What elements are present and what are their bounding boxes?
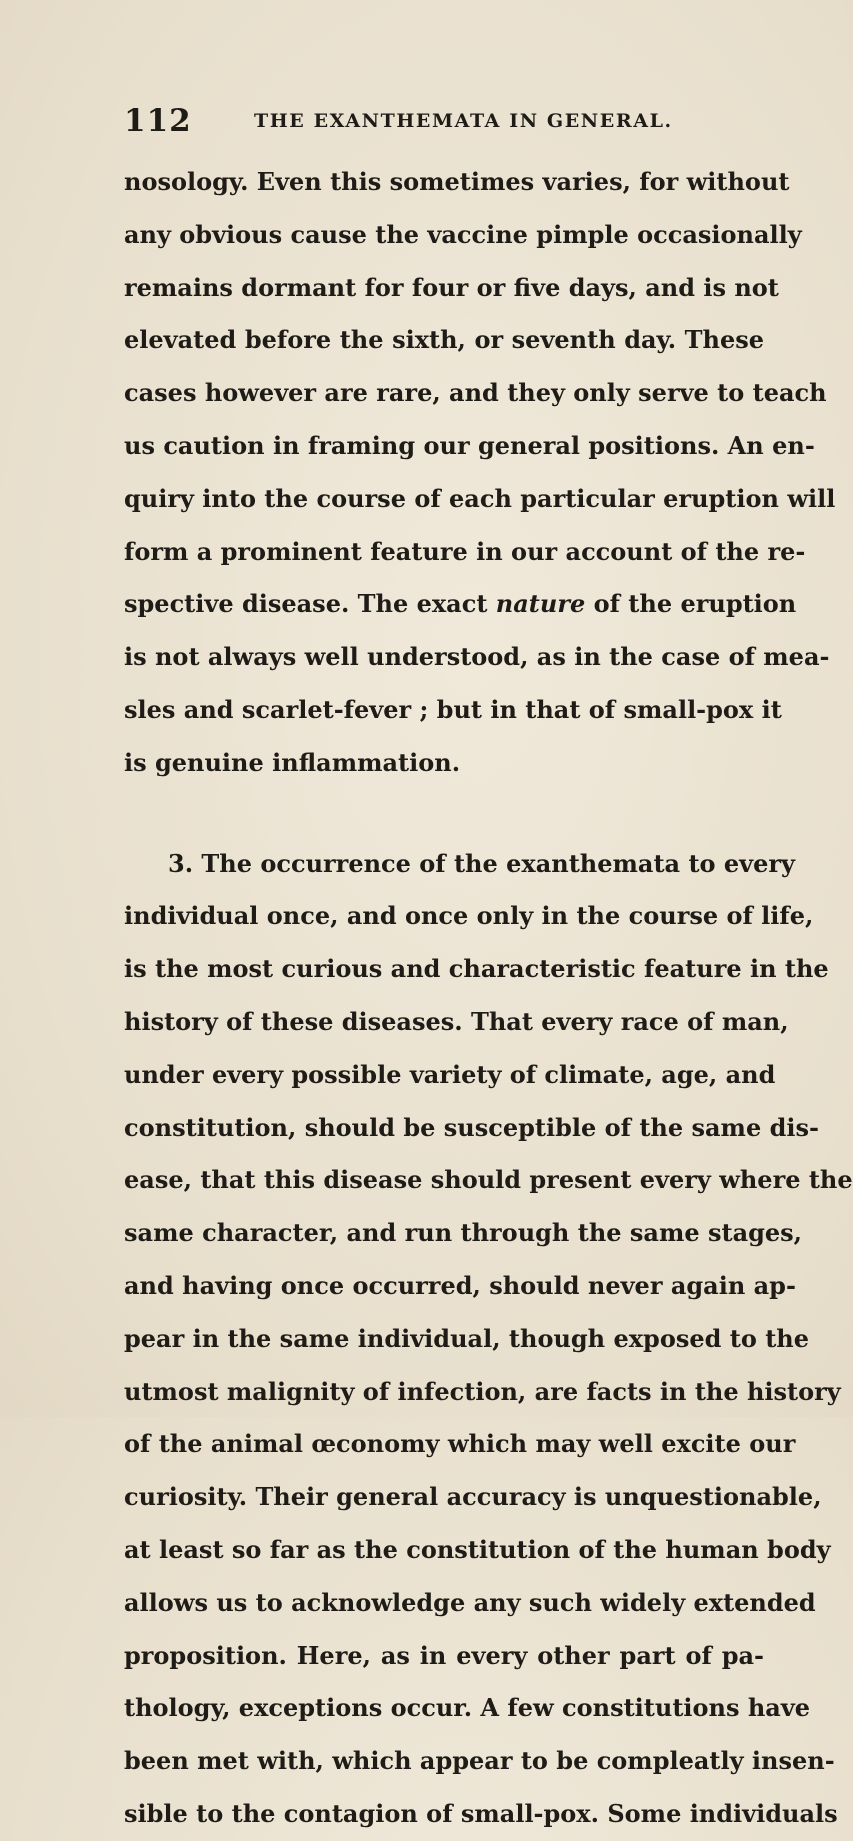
text-line: allows us to acknowledge any such widely extended (124, 1587, 816, 1617)
text-line: at least so far as the constitution of the human body (124, 1534, 831, 1564)
text-line: individual once, and once only in the course of life, (124, 901, 814, 931)
running-head-title: THE EXANTHEMATA IN GENERAL. (254, 110, 673, 132)
text-line: nosology. Even this sometimes varies, for without (124, 167, 790, 196)
text-line: and having once occurred, should never again ap- (124, 1270, 796, 1300)
text-line: is not always well understood, as in the case of mea- (124, 642, 830, 672)
paragraph-gap (124, 790, 764, 838)
text-line (124, 578, 797, 631)
text-line: curiosity. Their general accuracy is unquestionable, (124, 1482, 822, 1512)
text-line: elevated before the sixth, or seventh day. These (124, 325, 764, 355)
text-line: sles and scarlet-fever ; but in that of small-pox it (124, 694, 782, 724)
text-line: thology, exceptions occur. A few constitutions have (124, 1693, 811, 1723)
text-line: pear in the same individual, though exposed to the (124, 1323, 810, 1353)
text-line: remains dormant for four or five days, and is not (124, 272, 779, 302)
text-line: same character, and run through the same stages, (124, 1218, 803, 1248)
text-line: form a prominent feature in our account of the re- (124, 536, 806, 566)
text-line: ease, that this disease should present every where the (124, 1165, 853, 1195)
text-line: sible to the contagion of small-pox. Some individuals (124, 1798, 838, 1828)
text-line: been met with, which appear to be compleatly insen- (124, 1746, 835, 1776)
text-line: under every possible variety of climate, age, and (124, 1059, 776, 1089)
text-line: 3. The occurrence of the exanthemata to every (168, 848, 795, 878)
text-line: of the animal œconomy which may well excite our (124, 1429, 796, 1459)
text-line: constitution, should be susceptible of the same dis- (124, 1112, 819, 1142)
body-text (124, 156, 853, 1841)
text-line: us caution in framing our general positions. An en- (124, 430, 815, 460)
text-run: spective disease. The exact (124, 589, 496, 619)
text-line: proposition. Here, as in every other part of pa- (124, 1640, 764, 1670)
italic-word: nature (495, 589, 586, 619)
text-run: of the eruption (585, 589, 797, 619)
text-line: is genuine inflammation. (124, 747, 461, 777)
page-number: 112 (124, 103, 192, 139)
text-line: quiry into the course of each particular eruption will (124, 483, 836, 513)
text-line: history of these diseases. That every race of man, (124, 1006, 789, 1036)
text-line: cases however are rare, and they only serve to teach (124, 378, 827, 408)
text-line: is the most curious and characteristic feature in the (124, 954, 829, 984)
text-line: any obvious cause the vaccine pimple occasionally (124, 219, 802, 249)
text-line: utmost malignity of infection, are facts in the history (124, 1376, 841, 1406)
running-head (124, 103, 764, 143)
